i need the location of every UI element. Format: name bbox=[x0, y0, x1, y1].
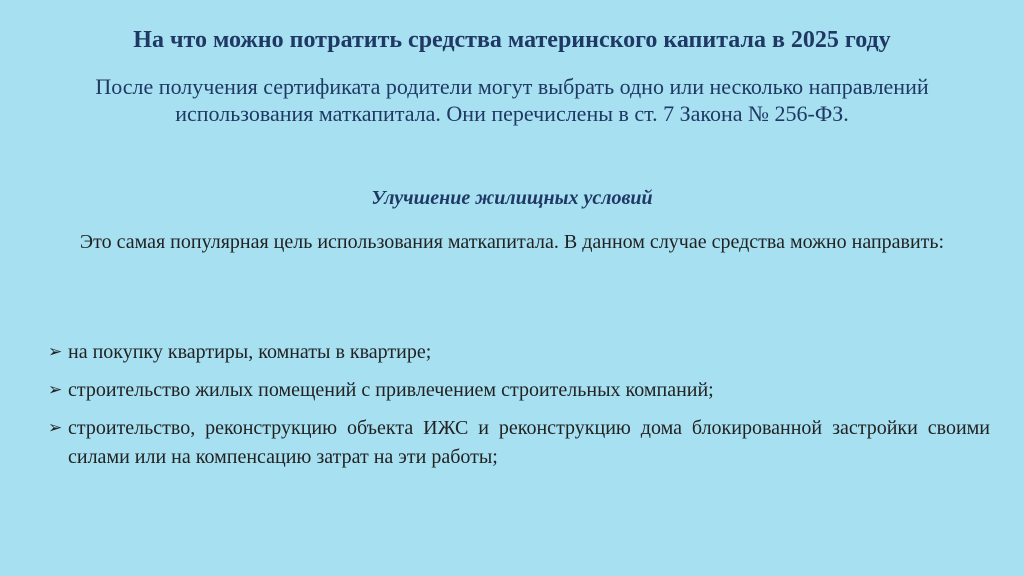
intro-paragraph: После получения сертификата родители могут выбрать одно или несколько направлений использования маткапитала. Они перечислены в ст. 7 Закона № 256-ФЗ. bbox=[95, 74, 929, 126]
arrow-bullet-icon: ➢ bbox=[48, 342, 63, 362]
list-item bbox=[48, 414, 990, 472]
slide-title: На что можно потратить средства материнского капитала в 2025 году bbox=[133, 27, 891, 53]
bullet-list bbox=[48, 338, 990, 481]
list-item bbox=[48, 376, 990, 405]
section-subheading: Улучшение жилищных условий bbox=[371, 187, 653, 209]
list-item-text: строительство, реконструкцию объекта ИЖС и реконструкцию дома блокированной застройки своими силами или на компенсацию затрат на эти работы; bbox=[68, 417, 990, 468]
arrow-bullet-icon: ➢ bbox=[48, 380, 63, 400]
list-item bbox=[48, 338, 990, 367]
list-item-text: на покупку квартиры, комнаты в квартире; bbox=[68, 341, 432, 363]
list-item-text: строительство жилых помещений с привлечением строительных компаний; bbox=[68, 379, 714, 401]
arrow-bullet-icon: ➢ bbox=[48, 418, 63, 438]
section-description: Это самая популярная цель использования маткапитала. В данном случае средства можно направить: bbox=[79, 231, 945, 253]
